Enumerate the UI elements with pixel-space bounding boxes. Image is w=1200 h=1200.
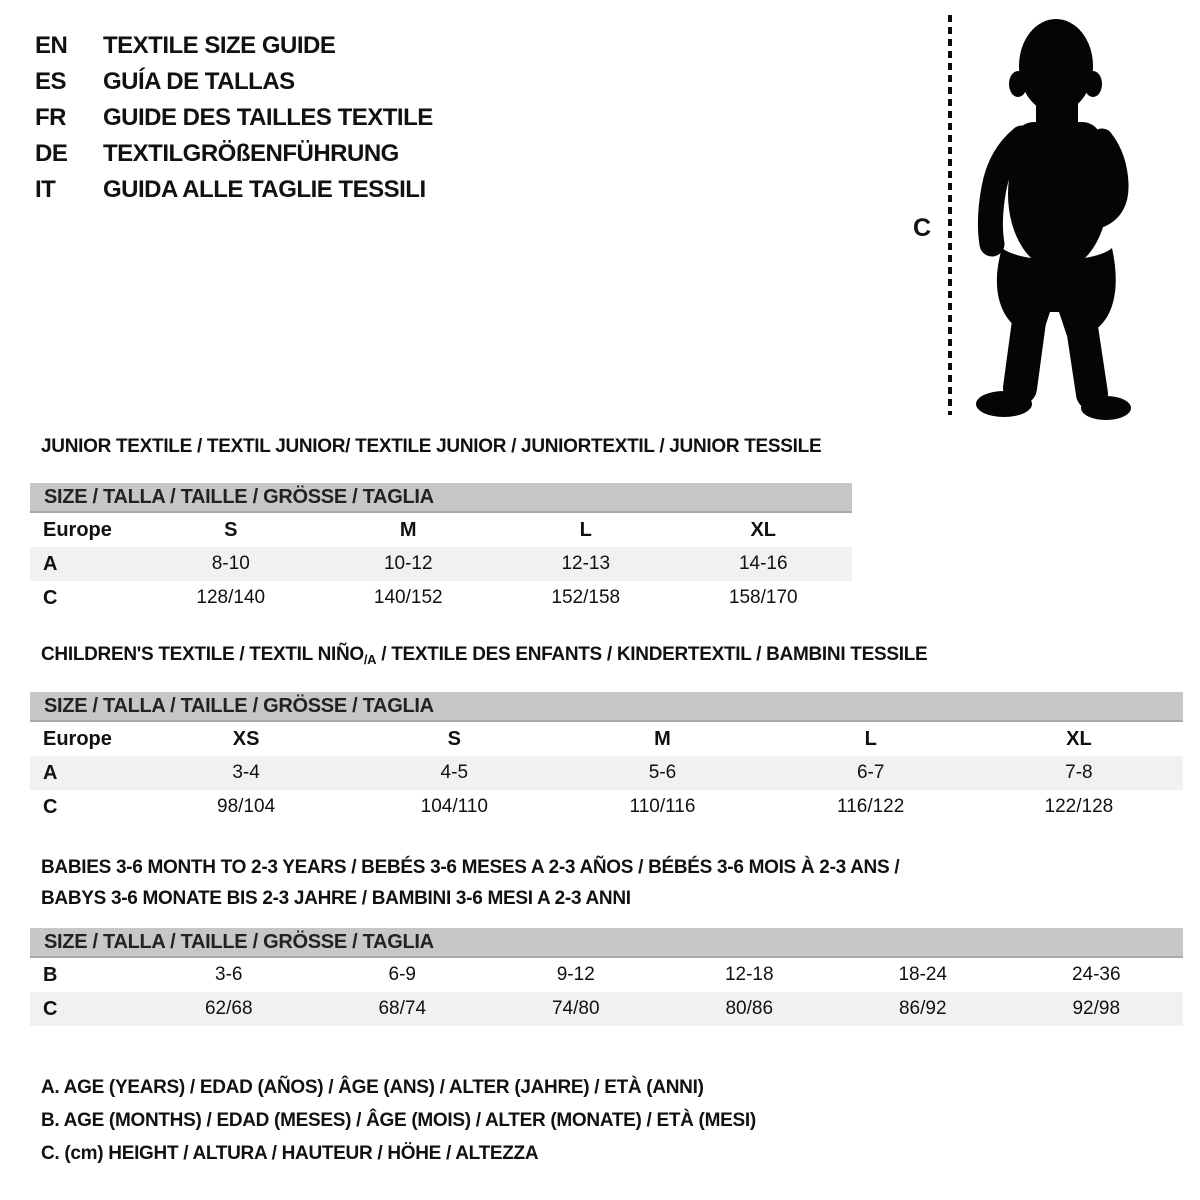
months-cell: 9-12: [556, 964, 595, 985]
height-cell: 98/104: [217, 796, 276, 817]
language-title-list: [35, 28, 433, 208]
size-cell: L: [864, 727, 877, 750]
size-cell: XS: [232, 727, 260, 750]
babies-size-table: [30, 928, 1183, 1026]
height-measure-label: C: [913, 214, 932, 242]
lang-title: GUIDE DES TAILLES TEXTILE: [103, 104, 433, 131]
height-cell: 128/140: [196, 587, 266, 608]
babies-section-title-line2: BABYS 3-6 MONATE BIS 2-3 JAHRE / BAMBINI 3-6 MESI A 2-3 ANNI: [41, 888, 631, 909]
babies-section-title-line1: BABIES 3-6 MONTH TO 2-3 YEARS / BEBÉS 3-6 MESES A 2-3 AÑOS / BÉBÉS 3-6 MOIS À 2-3 ANS /: [41, 857, 900, 878]
legend-line-b: B. AGE (MONTHS) / EDAD (MESES) / ÂGE (MOIS) / ALTER (MONATE) / ETÀ (MESI): [41, 1110, 756, 1131]
abc-legend: [41, 1071, 756, 1170]
children-title-pre: CHILDREN'S TEXTILE / TEXTIL NIÑO: [41, 644, 364, 665]
age-cell: 6-7: [856, 762, 885, 783]
height-measure-dashed-line: [948, 15, 952, 415]
lang-row-fr: [35, 100, 433, 136]
months-cell: 3-6: [215, 964, 243, 985]
table-row-sizes: [30, 513, 852, 547]
size-header-bar: SIZE / TALLA / TAILLE / GRÖSSE / TAGLIA: [30, 483, 852, 513]
region-label: Europe: [43, 727, 112, 750]
months-cell: 24-36: [1071, 964, 1121, 985]
table-row-age: [30, 547, 852, 581]
region-label: Europe: [43, 518, 112, 541]
months-cell: 12-18: [724, 964, 774, 985]
legend-line-c: C. (cm) HEIGHT / ALTURA / HAUTEUR / HÖHE / ALTEZZA: [41, 1143, 539, 1164]
table-row-months: [30, 958, 1183, 992]
age-cell: 3-4: [232, 762, 260, 783]
age-cell: 14-16: [738, 553, 788, 574]
toddler-silhouette-icon: [966, 16, 1144, 422]
lang-code: FR: [35, 104, 66, 131]
height-cell: 80/86: [725, 998, 774, 1019]
lang-code: IT: [35, 176, 56, 203]
junior-size-table: [30, 483, 852, 615]
height-cell: 62/68: [204, 998, 253, 1019]
children-section-title: [41, 644, 927, 667]
height-cell: 74/80: [551, 998, 600, 1019]
lang-row-de: [35, 136, 433, 172]
age-cell: 12-13: [561, 553, 611, 574]
size-cell: S: [224, 518, 238, 541]
lang-code: DE: [35, 140, 68, 167]
junior-section-title: JUNIOR TEXTILE / TEXTIL JUNIOR/ TEXTILE JUNIOR / JUNIORTEXTIL / JUNIOR TESSILE: [41, 436, 822, 457]
row-label: B: [43, 963, 58, 986]
size-cell: XL: [1066, 727, 1092, 750]
height-cell: 110/116: [629, 796, 696, 817]
children-title-sub: /A: [363, 652, 377, 667]
size-cell: XL: [750, 518, 777, 541]
row-label: C: [43, 997, 58, 1020]
legend-line-a: A. AGE (YEARS) / EDAD (AÑOS) / ÂGE (ANS) / ALTER (JAHRE) / ETÀ (ANNI): [41, 1077, 704, 1098]
children-size-table: [30, 692, 1183, 824]
lang-row-en: [35, 28, 433, 64]
height-cell: 86/92: [898, 998, 947, 1019]
lang-title: GUIDA ALLE TAGLIE TESSILI: [103, 176, 426, 203]
size-header-bar: SIZE / TALLA / TAILLE / GRÖSSE / TAGLIA: [30, 928, 1183, 958]
lang-row-es: [35, 64, 433, 100]
height-cell: 68/74: [378, 998, 427, 1019]
lang-code: ES: [35, 68, 67, 95]
row-label: A: [43, 552, 58, 575]
size-cell: S: [447, 727, 461, 750]
age-cell: 8-10: [211, 553, 250, 574]
height-cell: 104/110: [420, 796, 488, 817]
age-cell: 7-8: [1065, 762, 1093, 783]
lang-title: TEXTILGRÖßENFÜHRUNG: [103, 140, 399, 167]
children-title-post: / TEXTILE DES ENFANTS / KINDERTEXTIL / BAMBINI TESSILE: [376, 644, 928, 665]
height-cell: 140/152: [373, 587, 443, 608]
size-cell: L: [579, 518, 592, 541]
size-cell: M: [399, 518, 417, 541]
lang-code: EN: [35, 32, 68, 59]
months-cell: 6-9: [388, 964, 416, 985]
height-cell: 122/128: [1044, 796, 1114, 817]
lang-row-it: [35, 172, 433, 208]
lang-title: TEXTILE SIZE GUIDE: [103, 32, 336, 59]
lang-title: GUÍA DE TALLAS: [103, 68, 295, 95]
height-cell: 92/98: [1072, 998, 1121, 1019]
height-cell: 116/122: [837, 796, 905, 817]
age-cell: 10-12: [383, 553, 433, 574]
size-header-bar: SIZE / TALLA / TAILLE / GRÖSSE / TAGLIA: [30, 692, 1183, 722]
age-cell: 4-5: [440, 762, 469, 783]
row-label: C: [43, 795, 58, 818]
table-row-sizes: [30, 722, 1183, 756]
height-cell: 152/158: [551, 587, 621, 608]
row-label: C: [43, 586, 58, 609]
table-row-height: [30, 581, 852, 615]
table-row-height: [30, 992, 1183, 1026]
table-row-height: [30, 790, 1183, 824]
months-cell: 18-24: [898, 964, 948, 985]
height-cell: 158/170: [728, 587, 798, 608]
table-row-age: [30, 756, 1183, 790]
age-cell: 5-6: [648, 762, 677, 783]
row-label: A: [43, 761, 58, 784]
size-cell: M: [654, 727, 671, 750]
